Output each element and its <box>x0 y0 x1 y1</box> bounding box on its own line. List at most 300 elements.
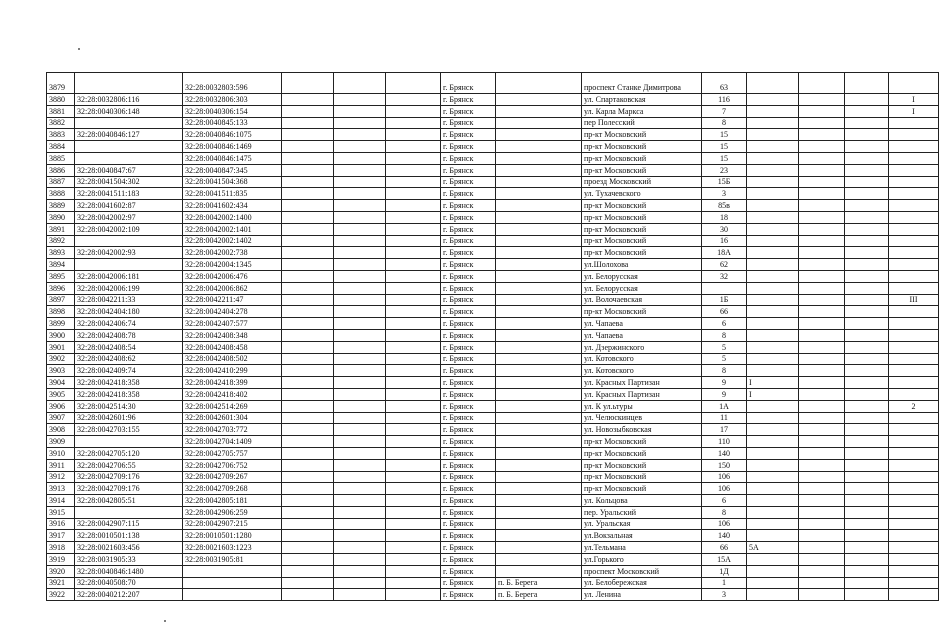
cadastral-number: 32:28:0040508:70 <box>75 577 183 589</box>
building-cell <box>747 117 799 129</box>
empty-cell <box>334 542 386 554</box>
cadastral-number: 32:28:0041602:87 <box>75 200 183 212</box>
empty-cell <box>334 341 386 353</box>
locality-cell <box>496 565 582 577</box>
locality-cell <box>496 353 582 365</box>
cadastral-number: 32:28:0042907:115 <box>75 518 183 530</box>
locality-cell <box>496 506 582 518</box>
empty-cell <box>334 554 386 566</box>
house-number-cell: 15А <box>702 554 747 566</box>
empty-cell <box>386 495 441 507</box>
category-cell <box>889 388 939 400</box>
street-cell: ул. Уральская <box>582 518 702 530</box>
empty-cell <box>282 73 334 94</box>
empty-cell <box>845 459 889 471</box>
empty-cell <box>334 589 386 601</box>
city-cell: г. Брянск <box>441 117 496 129</box>
empty-cell <box>386 341 441 353</box>
empty-cell <box>282 530 334 542</box>
house-number-cell: 8 <box>702 117 747 129</box>
table-row <box>47 164 939 176</box>
house-number-cell: 23 <box>702 164 747 176</box>
building-cadastral-number: 32:28:0040846:1075 <box>183 129 282 141</box>
empty-cell <box>799 436 845 448</box>
table-row <box>47 282 939 294</box>
building-cell <box>747 105 799 117</box>
locality-cell <box>496 377 582 389</box>
building-cadastral-number: 32:28:0040845:133 <box>183 117 282 129</box>
cadastral-number: 32:28:0042006:181 <box>75 270 183 282</box>
building-cadastral-number: 32:28:0042002:1400 <box>183 211 282 223</box>
empty-cell <box>282 554 334 566</box>
empty-cell <box>282 483 334 495</box>
empty-cell <box>334 353 386 365</box>
table-row <box>47 141 939 153</box>
street-cell: ул. Белобережская <box>582 577 702 589</box>
building-cell <box>747 200 799 212</box>
table-row <box>47 188 939 200</box>
locality-cell <box>496 141 582 153</box>
empty-cell <box>845 329 889 341</box>
building-cell: 5А <box>747 542 799 554</box>
empty-cell <box>334 270 386 282</box>
empty-cell <box>799 400 845 412</box>
locality-cell <box>496 188 582 200</box>
street-cell: пр-кт Московский <box>582 235 702 247</box>
street-cell: пр-кт Московский <box>582 129 702 141</box>
empty-cell <box>799 589 845 601</box>
empty-cell <box>845 211 889 223</box>
empty-cell <box>845 495 889 507</box>
empty-cell <box>799 577 845 589</box>
building-cell <box>747 518 799 530</box>
empty-cell <box>334 365 386 377</box>
house-number-cell: 32 <box>702 270 747 282</box>
empty-cell <box>386 471 441 483</box>
empty-cell <box>799 471 845 483</box>
cadastral-number: 32:28:0031905:33 <box>75 554 183 566</box>
table-row <box>47 518 939 530</box>
building-cadastral-number: 32:28:0042704:1409 <box>183 436 282 448</box>
city-cell: г. Брянск <box>441 447 496 459</box>
locality-cell <box>496 247 582 259</box>
table-row <box>47 471 939 483</box>
empty-cell <box>282 424 334 436</box>
row-number: 3908 <box>47 424 75 436</box>
empty-cell <box>799 565 845 577</box>
empty-cell <box>799 341 845 353</box>
street-cell: ул. Ленина <box>582 589 702 601</box>
street-cell: ул. Белорусская <box>582 270 702 282</box>
house-number-cell: 1Д <box>702 565 747 577</box>
building-cell <box>747 471 799 483</box>
locality-cell <box>496 306 582 318</box>
building-cadastral-number: 32:28:0040847:345 <box>183 164 282 176</box>
table-row <box>47 259 939 271</box>
empty-cell <box>282 341 334 353</box>
cadastral-number: 32:28:0042002:109 <box>75 223 183 235</box>
empty-cell <box>386 164 441 176</box>
city-cell: г. Брянск <box>441 211 496 223</box>
row-number: 3896 <box>47 282 75 294</box>
cadastral-number: 32:28:0042006:199 <box>75 282 183 294</box>
locality-cell <box>496 152 582 164</box>
building-cadastral-number: 32:28:0042002:738 <box>183 247 282 259</box>
empty-cell <box>334 577 386 589</box>
building-cell <box>747 341 799 353</box>
house-number-cell: 9 <box>702 377 747 389</box>
street-cell: ул. Волочаевская <box>582 294 702 306</box>
category-cell <box>889 152 939 164</box>
cadastral-number: 32:28:0042409:74 <box>75 365 183 377</box>
street-cell: ул. Тухачевского <box>582 188 702 200</box>
house-number-cell: 6 <box>702 495 747 507</box>
empty-cell <box>386 105 441 117</box>
street-cell: ул. Новозыбковская <box>582 424 702 436</box>
empty-cell <box>334 318 386 330</box>
empty-cell <box>799 73 845 94</box>
table-row <box>47 565 939 577</box>
house-number-cell: 18А <box>702 247 747 259</box>
empty-cell <box>799 141 845 153</box>
building-cadastral-number <box>183 577 282 589</box>
empty-cell <box>334 471 386 483</box>
empty-cell <box>845 129 889 141</box>
city-cell: г. Брянск <box>441 589 496 601</box>
empty-cell <box>282 235 334 247</box>
empty-cell <box>282 259 334 271</box>
row-number: 3903 <box>47 365 75 377</box>
empty-cell <box>386 200 441 212</box>
empty-cell <box>282 282 334 294</box>
street-cell: пр-кт Московский <box>582 471 702 483</box>
empty-cell <box>386 294 441 306</box>
building-cell <box>747 436 799 448</box>
empty-cell <box>282 471 334 483</box>
locality-cell <box>496 223 582 235</box>
table-row <box>47 412 939 424</box>
empty-cell <box>799 459 845 471</box>
row-number: 3884 <box>47 141 75 153</box>
category-cell <box>889 506 939 518</box>
table-row <box>47 377 939 389</box>
building-cadastral-number: 32:28:0042404:278 <box>183 306 282 318</box>
empty-cell <box>386 306 441 318</box>
row-number: 3890 <box>47 211 75 223</box>
empty-cell <box>282 577 334 589</box>
row-number: 3892 <box>47 235 75 247</box>
table-row <box>47 495 939 507</box>
empty-cell <box>386 530 441 542</box>
street-cell: ул.Тельмана <box>582 542 702 554</box>
building-cadastral-number: 32:28:0042002:1401 <box>183 223 282 235</box>
street-cell: пер Полесский <box>582 117 702 129</box>
building-cadastral-number: 32:28:0042418:399 <box>183 377 282 389</box>
empty-cell <box>334 530 386 542</box>
cadastral-number: 32:28:0041511:183 <box>75 188 183 200</box>
empty-cell <box>799 129 845 141</box>
locality-cell <box>496 518 582 530</box>
table-row <box>47 353 939 365</box>
table-row <box>47 294 939 306</box>
street-cell: ул. Дзержинского <box>582 341 702 353</box>
city-cell: г. Брянск <box>441 188 496 200</box>
city-cell: г. Брянск <box>441 235 496 247</box>
house-number-cell: 150 <box>702 459 747 471</box>
empty-cell <box>845 518 889 530</box>
empty-cell <box>799 152 845 164</box>
row-number: 3895 <box>47 270 75 282</box>
category-cell <box>889 329 939 341</box>
building-cell <box>747 424 799 436</box>
empty-cell <box>282 400 334 412</box>
empty-cell <box>334 247 386 259</box>
street-cell: пр-кт Московский <box>582 483 702 495</box>
street-cell: пр-кт Московский <box>582 306 702 318</box>
row-number: 3916 <box>47 518 75 530</box>
house-number-cell: 1А <box>702 400 747 412</box>
empty-cell <box>334 377 386 389</box>
empty-cell <box>334 188 386 200</box>
table-row <box>47 329 939 341</box>
empty-cell <box>334 483 386 495</box>
empty-cell <box>386 329 441 341</box>
city-cell: г. Брянск <box>441 259 496 271</box>
cadastral-number: 32:28:0040306:148 <box>75 105 183 117</box>
building-cell <box>747 270 799 282</box>
city-cell: г. Брянск <box>441 530 496 542</box>
house-number-cell: 1 <box>702 577 747 589</box>
building-cell <box>747 353 799 365</box>
empty-cell <box>799 530 845 542</box>
locality-cell <box>496 129 582 141</box>
row-number: 3904 <box>47 377 75 389</box>
building-cell <box>747 223 799 235</box>
building-cell <box>747 565 799 577</box>
empty-cell <box>799 542 845 554</box>
empty-cell <box>845 306 889 318</box>
empty-cell <box>334 117 386 129</box>
city-cell: г. Брянск <box>441 353 496 365</box>
street-cell: пр-кт Московский <box>582 459 702 471</box>
table-row <box>47 94 939 106</box>
street-cell: ул. Котовского <box>582 353 702 365</box>
empty-cell <box>334 412 386 424</box>
house-number-cell: 116 <box>702 94 747 106</box>
row-number: 3886 <box>47 164 75 176</box>
empty-cell <box>334 259 386 271</box>
city-cell: г. Брянск <box>441 176 496 188</box>
row-number: 3911 <box>47 459 75 471</box>
empty-cell <box>845 424 889 436</box>
building-cell <box>747 318 799 330</box>
street-cell: ул. Спартаковская <box>582 94 702 106</box>
category-cell <box>889 223 939 235</box>
locality-cell <box>496 400 582 412</box>
building-cadastral-number: 32:28:0042705:757 <box>183 447 282 459</box>
row-number: 3891 <box>47 223 75 235</box>
cadastral-number <box>75 259 183 271</box>
empty-cell <box>799 235 845 247</box>
cadastral-number: 32:28:0032806:116 <box>75 94 183 106</box>
house-number-cell: 106 <box>702 471 747 483</box>
category-cell <box>889 176 939 188</box>
scan-speck <box>78 48 80 50</box>
building-cadastral-number: 32:28:0042408:458 <box>183 341 282 353</box>
cadastral-number: 32:28:0042709:176 <box>75 483 183 495</box>
empty-cell <box>799 377 845 389</box>
locality-cell <box>496 117 582 129</box>
empty-cell <box>845 388 889 400</box>
row-number: 3920 <box>47 565 75 577</box>
cadastral-number: 32:28:0042709:176 <box>75 471 183 483</box>
street-cell: ул. Кольцова <box>582 495 702 507</box>
building-cadastral-number: 32:28:0010501:1280 <box>183 530 282 542</box>
building-cell <box>747 459 799 471</box>
category-cell <box>889 518 939 530</box>
house-number-cell: 66 <box>702 542 747 554</box>
street-cell: пер. Уральский <box>582 506 702 518</box>
street-cell: ул. Красных Партизан <box>582 377 702 389</box>
row-number: 3921 <box>47 577 75 589</box>
empty-cell <box>799 483 845 495</box>
empty-cell <box>845 294 889 306</box>
empty-cell <box>799 94 845 106</box>
city-cell: г. Брянск <box>441 270 496 282</box>
category-cell <box>889 200 939 212</box>
house-number-cell: 106 <box>702 483 747 495</box>
house-number-cell: 5 <box>702 341 747 353</box>
empty-cell <box>334 436 386 448</box>
empty-cell <box>282 270 334 282</box>
empty-cell <box>282 388 334 400</box>
empty-cell <box>334 424 386 436</box>
empty-cell <box>386 577 441 589</box>
category-cell <box>889 318 939 330</box>
empty-cell <box>845 412 889 424</box>
building-cell <box>747 495 799 507</box>
table-row <box>47 129 939 141</box>
category-cell <box>889 341 939 353</box>
empty-cell <box>282 412 334 424</box>
city-cell: г. Брянск <box>441 141 496 153</box>
row-number: 3889 <box>47 200 75 212</box>
cadastral-number: 32:28:0042514:30 <box>75 400 183 412</box>
city-cell: г. Брянск <box>441 424 496 436</box>
house-number-cell: 62 <box>702 259 747 271</box>
empty-cell <box>799 506 845 518</box>
category-cell <box>889 235 939 247</box>
building-cell <box>747 188 799 200</box>
category-cell <box>889 577 939 589</box>
street-cell: пр-кт Московский <box>582 164 702 176</box>
building-cell <box>747 235 799 247</box>
empty-cell <box>799 365 845 377</box>
empty-cell <box>799 447 845 459</box>
empty-cell <box>334 129 386 141</box>
building-cell <box>747 447 799 459</box>
house-number-cell: 17 <box>702 424 747 436</box>
locality-cell <box>496 459 582 471</box>
city-cell: г. Брянск <box>441 94 496 106</box>
cadastral-number <box>75 117 183 129</box>
empty-cell <box>386 459 441 471</box>
row-number: 3882 <box>47 117 75 129</box>
category-cell <box>889 117 939 129</box>
building-cell <box>747 152 799 164</box>
cadastral-number <box>75 73 183 94</box>
building-cell <box>747 400 799 412</box>
locality-cell <box>496 412 582 424</box>
empty-cell <box>799 188 845 200</box>
category-cell <box>889 447 939 459</box>
house-number-cell <box>702 282 747 294</box>
locality-cell <box>496 164 582 176</box>
cadastral-number <box>75 436 183 448</box>
city-cell: г. Брянск <box>441 152 496 164</box>
building-cadastral-number: 32:28:0040846:1469 <box>183 141 282 153</box>
category-cell <box>889 530 939 542</box>
building-cadastral-number: 32:28:0042407:577 <box>183 318 282 330</box>
empty-cell <box>282 542 334 554</box>
empty-cell <box>282 223 334 235</box>
cadastral-number: 32:28:0041504:302 <box>75 176 183 188</box>
empty-cell <box>282 459 334 471</box>
empty-cell <box>334 223 386 235</box>
locality-cell <box>496 554 582 566</box>
empty-cell <box>334 200 386 212</box>
building-cell <box>747 282 799 294</box>
category-cell <box>889 471 939 483</box>
house-number-cell: 18 <box>702 211 747 223</box>
street-cell: ул. Чапаева <box>582 318 702 330</box>
street-cell: ул. Котовского <box>582 365 702 377</box>
building-cadastral-number: 32:28:0042706:752 <box>183 459 282 471</box>
street-cell: пр-кт Московский <box>582 247 702 259</box>
cadastral-number: 32:28:0042703:155 <box>75 424 183 436</box>
city-cell: г. Брянск <box>441 223 496 235</box>
empty-cell <box>282 294 334 306</box>
locality-cell <box>496 294 582 306</box>
table-row <box>47 577 939 589</box>
empty-cell <box>845 235 889 247</box>
empty-cell <box>334 105 386 117</box>
category-cell <box>889 589 939 601</box>
house-number-cell: 8 <box>702 365 747 377</box>
building-cadastral-number: 32:28:0042006:862 <box>183 282 282 294</box>
row-number: 3918 <box>47 542 75 554</box>
table-row <box>47 223 939 235</box>
cadastral-number: 32:28:0021603:456 <box>75 542 183 554</box>
building-cadastral-number: 32:28:0042410:299 <box>183 365 282 377</box>
empty-cell <box>799 353 845 365</box>
cadastral-number: 32:28:0042002:97 <box>75 211 183 223</box>
category-cell <box>889 554 939 566</box>
house-number-cell: 3 <box>702 589 747 601</box>
building-cadastral-number: 32:28:0042211:47 <box>183 294 282 306</box>
empty-cell <box>799 495 845 507</box>
building-cell <box>747 506 799 518</box>
empty-cell <box>386 152 441 164</box>
empty-cell <box>334 235 386 247</box>
cadastral-number: 32:28:0042418:358 <box>75 388 183 400</box>
building-cell: I <box>747 377 799 389</box>
locality-cell <box>496 105 582 117</box>
empty-cell <box>334 306 386 318</box>
row-number: 3901 <box>47 341 75 353</box>
empty-cell <box>799 223 845 235</box>
empty-cell <box>386 554 441 566</box>
